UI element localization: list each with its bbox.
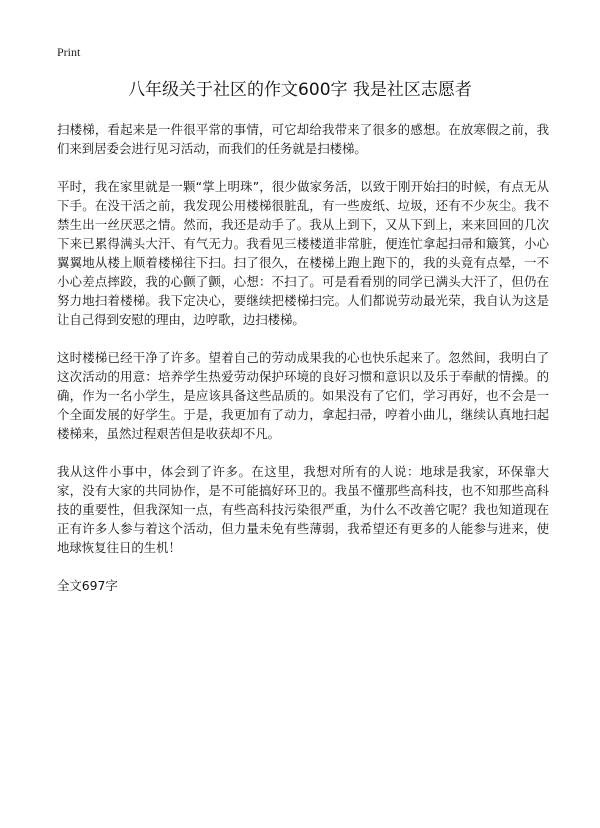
paragraph: 这时楼梯已经干净了许多。望着自己的劳动成果我的心也快乐起来了。忽然间，我明白了这次活动的用意：培养学生热爱劳动保护环境的良好习惯和意识以及乐于奉献的情操。的确，作为一名小学生，是应该具备这些品质的。如果没有了它们，学习再好，也不会是一个全面发展的好学生。于是，我更加有了动力，拿起扫帚，哼着小曲儿，继续认真地扫起楼梯来，虽然过程艰苦但是收获却不凡。	[57, 350, 549, 441]
paragraph: 我从这件小事中，体会到了许多。在这里，我想对所有的人说：地球是我家，环保靠大家，没有大家的共同协作，是不可能搞好环卫的。我虽不懂那些高科技，也不知那些高科技的重要性，但我深知一点，有些高科技污染很严重，为什么不改善它呢？我也知道现在正有许多人参与着这个活动，但力量未免有些薄弱，我希望还有更多的人能参与进来，使地球恢复往日的生机！	[57, 464, 549, 555]
word-count: 全文697字	[57, 578, 118, 593]
print-link[interactable]: Print	[57, 45, 81, 59]
paragraph: 扫楼梯，看起来是一件很平常的事情，可它却给我带来了很多的感想。在放寒假之前，我们来到居委会进行见习活动，而我们的任务就是扫楼梯。	[57, 122, 549, 156]
article-body	[57, 120, 549, 595]
article-title: 八年级关于社区的作文600字 我是社区志愿者	[128, 80, 472, 100]
paragraph: 平时，我在家里就是一颗“掌上明珠”，很少做家务活，以致于刚开始扫的时候，有点无从下手。在没干活之前，我发现公用楼梯很脏乱，有一些废纸、垃圾，还有不少灰尘。我不禁生出一丝厌恶之情。然而，我还是动手了。我从上到下，又从下到上，来来回回的几次下来已累得满头大汗、有气无力。我看见三楼楼道非常脏，便连忙拿起扫帚和簸箕，小心翼翼地从楼上顺着楼梯往下扫。扫了很久，在楼梯上跑上跑下的，我的头竟有点晕，一不小心差点摔跤，我的心颤了颤，心想：不扫了。可是看看别的同学已满头大汗了，但仍在努力地扫着楼梯。我下定决心，要继续把楼梯扫完。人们都说劳动最光荣，我自认为这是让自己得到安慰的理由，边哼歌，边扫楼梯。	[57, 179, 549, 327]
